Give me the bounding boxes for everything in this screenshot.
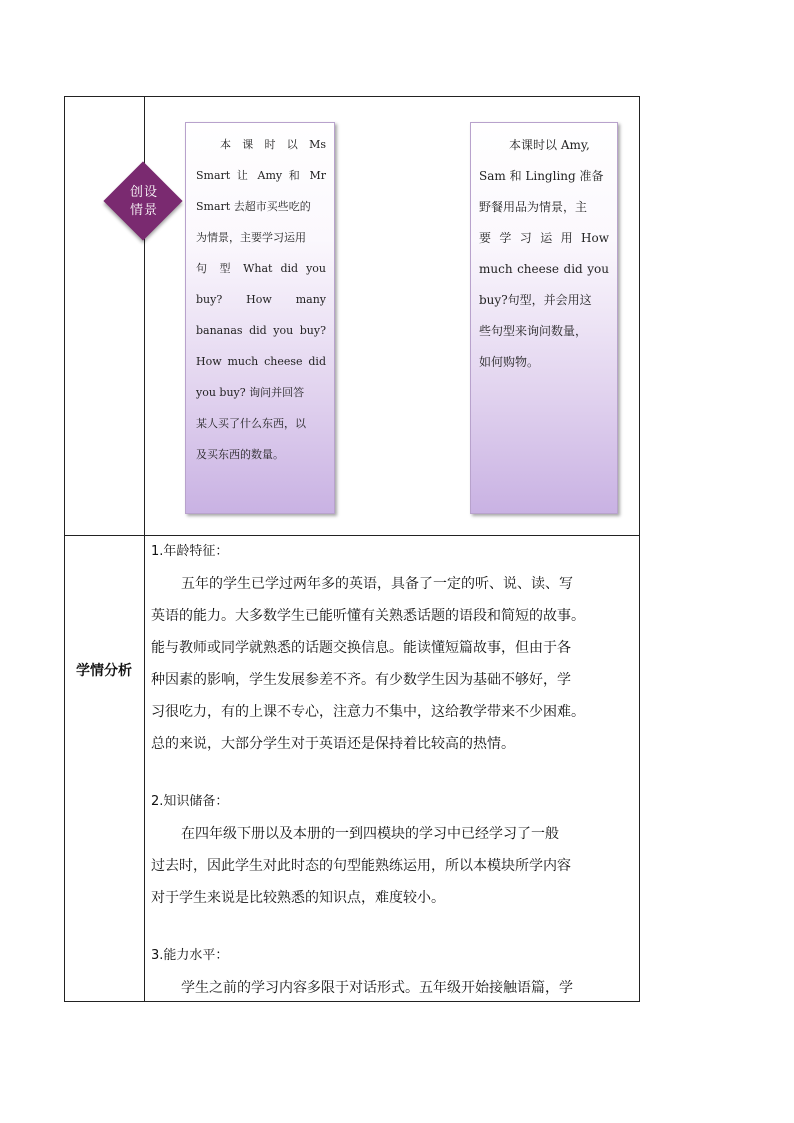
situation-label-line1: 创设 [129, 185, 158, 200]
paragraph-line: 对于学生来说是比较熟悉的知识点，难度较小。 [151, 890, 445, 906]
analysis-content [151, 538, 633, 1006]
paragraph-line: 过去时，因此学生对此时态的句型能熟练运用，所以本模块所学内容 [151, 858, 571, 874]
card1-line: buy? How many [196, 293, 326, 306]
card1-line: 某人买了什么东西，以 [196, 417, 306, 430]
card1-line: 为情景，主要学习运用 [196, 231, 306, 244]
situation-label-line2: 情景 [129, 203, 158, 218]
card2-line: buy?句型，并会用这 [479, 293, 592, 307]
card1-line: bananas did you buy? [196, 324, 326, 337]
section-heading: 1.年龄特征： [151, 544, 229, 559]
card1-line: Smart 让 Amy 和 Mr [196, 169, 326, 182]
situation-label-diamond [106, 164, 182, 240]
analysis-label: 学情分析 [76, 663, 132, 679]
paragraph-line: 学生之前的学习内容多限于对话形式。五年级开始接触语篇，学 [181, 980, 573, 996]
spacer [151, 916, 633, 942]
paragraph-line: 英语的能力。大多数学生已能听懂有关熟悉话题的语段和简短的故事。 [151, 608, 585, 624]
card2-line: 要 学 习 运 用 How [479, 231, 609, 245]
section-heading: 3.能力水平： [151, 948, 229, 963]
card1-line: you buy? 询问并回答 [196, 386, 305, 399]
card1-line: How much cheese did [196, 355, 326, 368]
paragraph-line: 五年的学生已学过两年多的英语，具备了一定的听、说、读、写 [181, 576, 573, 592]
card2-line: much cheese did you [479, 262, 609, 276]
card2-line: 野餐用品为情景，主 [479, 200, 588, 214]
card2-line: 本课时以 Amy, [509, 138, 590, 152]
paragraph-line: 种因素的影响，学生发展参差不齐。有少数学生因为基础不够好，学 [151, 672, 571, 688]
section-heading: 2.知识储备： [151, 794, 229, 809]
card1-line: 句 型 What did you [196, 262, 326, 275]
card2-line: 些句型来询问数量， [479, 324, 588, 338]
card1-line: Smart 去超市买些吃的 [196, 200, 311, 213]
row-divider [65, 535, 639, 536]
paragraph-line: 在四年级下册以及本册的一到四模块的学习中已经学习了一般 [181, 826, 559, 842]
card1-line: 本 课 时 以 Ms [220, 138, 326, 151]
card1-line: 及买东西的数量。 [196, 448, 284, 461]
card2-line: Sam 和 Lingling 准备 [479, 169, 604, 183]
card2-line: 如何购物。 [479, 355, 540, 369]
paragraph-line: 总的来说，大部分学生对于英语还是保持着比较高的热情。 [151, 736, 515, 752]
spacer [151, 762, 633, 788]
situation-card-1 [185, 122, 335, 514]
situation-card-2 [470, 122, 618, 514]
paragraph-line: 习很吃力，有的上课不专心，注意力不集中，这给教学带来不少困难。 [151, 704, 585, 720]
paragraph-line: 能与教师或同学就熟悉的话题交换信息。能读懂短篇故事，但由于各 [151, 640, 571, 656]
